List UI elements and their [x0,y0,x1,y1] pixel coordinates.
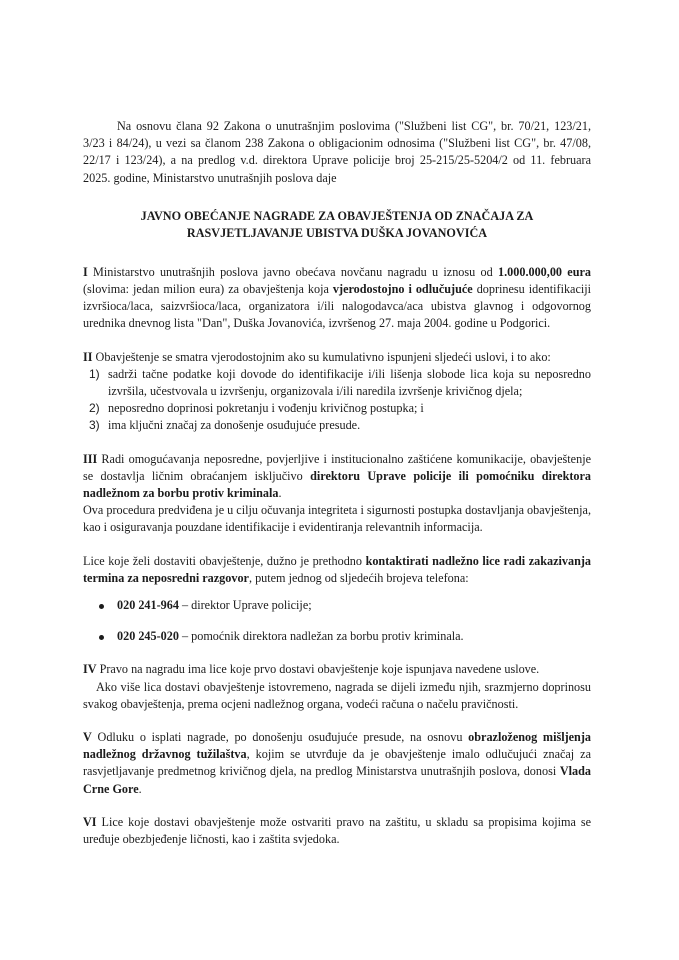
phone-item [83,628,591,645]
section-3 [83,451,591,646]
section-1-text-c: doprinesu identifikaciji izvršioca/laca, saizvršioca/laca, organizatora i/ili nalogodavca/aca ubistva glavnog i odgovornog urednika dnevnog lista "Dan", Duška Jovanovića, izvršenog 27. maja 2004. godine u Podgorici. [83,282,592,331]
section-2 [83,349,591,435]
section-6-number: VI [83,814,97,829]
section-3-para-1 [83,451,591,503]
section-3-para-2: Ova procedura predviđena je u cilju očuvanja integriteta i sigurnosti postupka dostavljanja obavještenja, kao i osiguravanja pouzdane identifikacije i evidentiranja relevantnih informacija. [83,503,591,535]
condition-item [83,400,591,417]
section-2-number: II [83,349,93,364]
section-2-intro [83,349,591,366]
title-line-1: JAVNO OBEĆANJE NAGRADE ZA OBAVJEŠTENJA OD ZNAČAJA ZA [140,208,534,223]
section-5 [83,729,591,798]
section-2-text: Obavještenje se smatra vjerodostojnim ako su kumulativno ispunjeni sljedeći uslovi, i to ako: [95,349,551,364]
section-5-bold-2: Vlada Crne Gore [83,764,591,796]
condition-item [83,366,591,400]
phone-item [83,597,591,614]
conditions-list [83,366,591,435]
title-line-2: RASVJETLJAVANJE UBISTVA DUŠKA JOVANOVIĆA [186,225,488,240]
section-3-text-a: Radi omogućavanja neposredne, povjerljive i institucionalno zaštićene komunikacije, obavještenje se dostavlja ličnim obraćanjem isključivo [83,451,591,483]
section-5-text-a: Odluku o isplati nagrade, po donošenju osuđujuće presude, na osnovu [97,730,463,745]
phone-number[interactable]: 020 245-020 [117,629,179,644]
section-3-para-3-b: , putem jednog od sljedećih brojeva telefona: [248,570,469,585]
section-4-number: IV [83,662,97,677]
section-1-text-a: Ministarstvo unutrašnjih poslova javno obećava novčanu nagradu u iznosu od [93,264,493,279]
section-6 [83,814,591,848]
phone-number[interactable]: 020 241-964 [117,598,179,613]
section-5-text-c: . [138,781,142,796]
phone-list [83,597,591,645]
condition-number: 1) [89,366,100,381]
section-3-bold: direktoru Uprave policije ili pomoćniku direktora nadležnom za borbu protiv kriminala [83,468,591,501]
bullet-icon [99,635,104,640]
condition-text: ima ključni značaj za donošenje osuđujuće presude. [108,418,361,433]
section-1-number: I [83,264,88,279]
document-page [83,118,591,864]
section-1 [83,264,591,333]
section-4 [83,661,591,713]
section-3-para-3-bold: kontaktirati nadležno lice radi zakazivanja termina za neposredni razgovor [83,553,592,585]
condition-number: 3) [89,418,100,433]
section-1-bold: vjerodostojno i odlučujuće [332,282,473,297]
section-5-bold-1: obrazloženog mišljenja nadležnog državnog tužilaštva [83,730,591,762]
section-3-para-3 [83,553,591,587]
section-3-text-b: . [278,486,282,501]
section-1-text-b: (slovima: jedan milion eura) za obavještenja koja [83,282,329,297]
section-4-para-1 [83,661,591,678]
condition-text: sadrži tačne podatke koji dovode do identifikacije i/ili lišenja slobode lica koja su neposredno izvršila, učestvovala u izvršenju, organizovala i/ili naredila izvršenje krivičnog djela; [108,366,591,399]
phone-description: – direktor Uprave policije; [178,598,312,613]
section-3-para-3-a: Lice koje želi dostaviti obavještenje, dužno je prethodno [83,553,362,568]
section-5-number: V [83,730,92,745]
bullet-icon [99,604,104,609]
section-6-text: Lice koje dostavi obavještenje može ostvariti pravo na zaštitu, u skladu sa propisima kojima se uređuje obezbjeđenje ličnosti, kao i zaštita svjedoka. [83,814,592,847]
condition-number: 2) [89,401,100,416]
phone-description: – pomoćnik direktora nadležan za borbu protiv kriminala. [178,629,464,644]
section-4-text: Pravo na nagradu ima lice koje prvo dostavi obavještenje koje ispunjava navedene uslove. [99,662,540,677]
section-3-number: III [83,451,98,466]
reward-amount: 1.000.000,00 eura [498,264,591,279]
document-title [83,208,591,242]
preamble: Na osnovu člana 92 Zakona o unutrašnjim poslovima ("Službeni list CG", br. 70/21, 123/21, 3/23 i 84/24), u vezi sa članom 238 Zakona o obligacionim odnosima ("Službeni list CG", br. 47/08, 22/17 i 123/24), a na predlog v.d. direktora Uprave policije broj 25-215/25-5204/2 od 11. februara 2025. godine, Ministarstvo unutrašnjih poslova daje [83,119,591,185]
section-5-text-b: , kojim se utvrđuje da je obavještenje imalo odlučujući značaj za rasvjetljavanje predmetnog krivičnog djela, na predlog Ministarstva unutrašnjih poslova, donosi [83,747,591,779]
section-4-para-2: Ako više lica dostavi obavještenje istovremeno, nagrada se dijeli između njih, srazmjerno doprinosu svakog obavještenja, prema ocjeni nadležnog organa, vodeći računa o načelu pravičnosti. [83,679,591,711]
condition-item [83,417,591,434]
condition-text: neposredno doprinosi pokretanju i vođenju krivičnog postupka; i [108,401,424,416]
